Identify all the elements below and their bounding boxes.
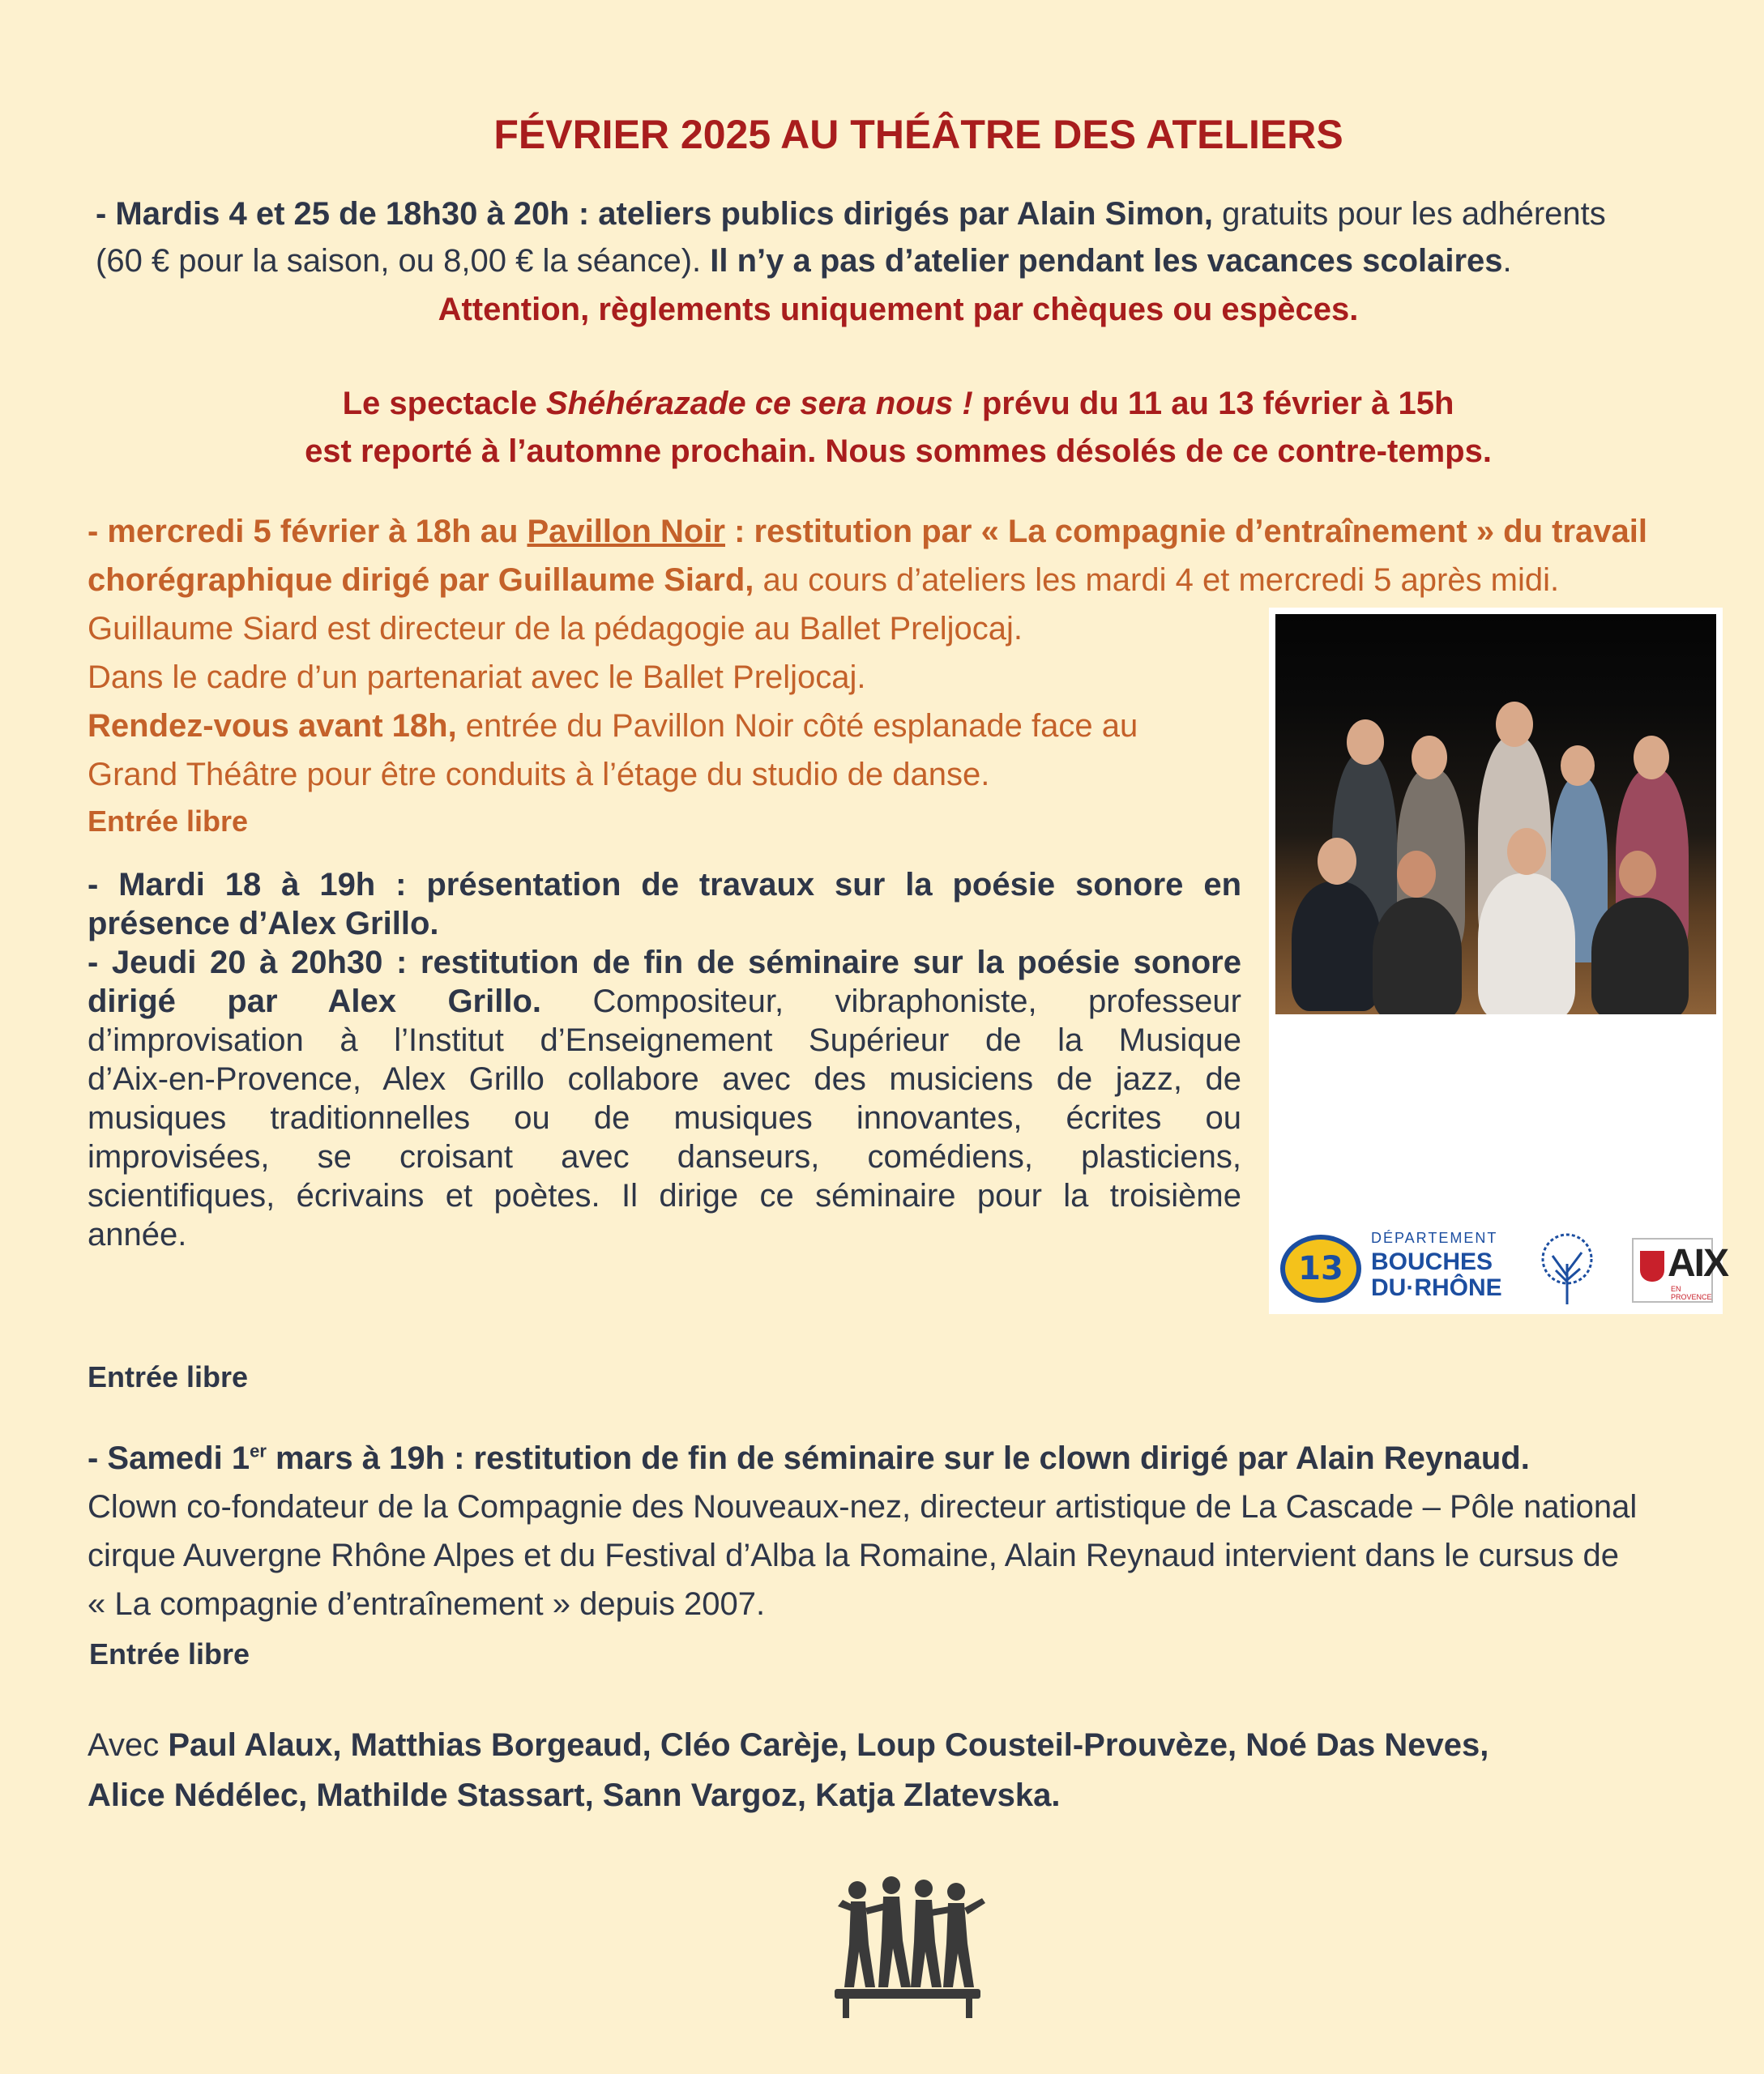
spectacle-line-1	[0, 384, 1764, 423]
aix-shield-icon	[1640, 1251, 1664, 1282]
mercredi-restitution: : restitution par « La compagnie d’entraînement » du travail	[725, 514, 1648, 549]
bouches-du-rhone-logo: 13	[1280, 1235, 1361, 1303]
spectacle-title: Shéhérazade ce sera nous !	[545, 386, 973, 421]
poesie-dirige: dirigé par Alex Grillo.	[88, 984, 542, 1019]
poesie-line-6: d’Aix-en-Provence, Alex Grillo collabore avec des musiciens de jazz, de	[88, 1061, 1241, 1097]
poesie-line-9: scientifiques, écrivains et poètes. Il dirige ce séminaire pour la troisième	[88, 1178, 1241, 1214]
mercredi-entree-lieu: entrée du Pavillon Noir côté esplanade face au	[456, 708, 1138, 744]
aix-logo	[1632, 1238, 1728, 1303]
mercredi-line-1	[88, 512, 1647, 551]
clown-line-3: cirque Auvergne Rhône Alpes et du Festival d’Alba la Romaine, Alain Reynaud intervient dans le cursus de	[88, 1538, 1620, 1573]
tree-icon	[1535, 1231, 1600, 1306]
poesie-line-2: présence d’Alex Grillo.	[88, 906, 439, 941]
ateliers-line-2	[96, 241, 1512, 280]
dept-label: DÉPARTEMENT	[1371, 1230, 1498, 1246]
partner-logos	[1275, 1223, 1728, 1312]
mercredi-chore: chorégraphique dirigé par Guillaume Siard,	[88, 562, 754, 598]
ateliers-gratuit: gratuits pour les adhérents	[1213, 196, 1606, 232]
avec-line-1	[88, 1726, 1489, 1765]
spectacle-intro: Le spectacle	[342, 386, 546, 421]
page-title: FÉVRIER 2025 AU THÉÂTRE DES ATELIERS	[493, 112, 1343, 157]
poesie-line-7: musiques traditionnelles ou de musiques innovantes, écrites ou	[88, 1100, 1241, 1136]
ateliers-vacances: Il n’y a pas d’atelier pendant les vacances scolaires	[701, 243, 1503, 279]
avec-label: Avec	[88, 1727, 169, 1763]
mercredi-line-5	[88, 706, 1138, 745]
clown-sup: er	[250, 1440, 267, 1462]
troupe-photo	[1269, 608, 1728, 1314]
mercredi-line-2	[88, 561, 1559, 600]
clown-line-1	[88, 1439, 1530, 1478]
aix-subtitle: EN PROVENCE	[1671, 1285, 1712, 1301]
dept-name-2: DU·RHÔNE	[1371, 1274, 1502, 1301]
dept-name-1: BOUCHES	[1371, 1248, 1493, 1275]
clown-entree-libre: Entrée libre	[89, 1637, 250, 1671]
ateliers-tarifs: (60 € pour la saison, ou 8,00 € la séance).	[96, 243, 702, 279]
ateliers-attention: Attention, règlements uniquement par chèques ou espèces.	[438, 292, 1359, 327]
poesie-compositeur: Compositeur, vibraphoniste, professeur	[541, 984, 1241, 1019]
troupe-logo-icon	[826, 1867, 989, 2021]
dept-name	[1371, 1249, 1502, 1300]
poesie-line-1: - Mardi 18 à 19h : présentation de travaux sur la poésie sonore en	[88, 867, 1241, 903]
poesie-line-3: - Jeudi 20 à 20h30 : restitution de fin de séminaire sur la poésie sonore	[88, 945, 1241, 980]
ateliers-dates: - Mardis 4 et 25 de 18h30 à 20h : ateliers publics dirigés par Alain Simon,	[96, 196, 1214, 232]
poesie-line-5: d’improvisation à l’Institut d’Enseignement Supérieur de la Musique	[88, 1022, 1241, 1058]
avec-names-1: Paul Alaux, Matthias Borgeaud, Cléo Carèje, Loup Cousteil-Prouvèze, Noé Das Neves,	[168, 1727, 1489, 1763]
poesie-block	[88, 865, 1241, 1254]
mercredi-line-6: Grand Théâtre pour être conduits à l’étage du studio de danse.	[88, 757, 990, 792]
stage-photo	[1275, 614, 1716, 1014]
mercredi-date: - mercredi 5 février à 18h au	[88, 514, 527, 549]
clown-date: - Samedi 1	[88, 1440, 250, 1476]
mercredi-line-4: Dans le cadre d’un partenariat avec le Ballet Preljocaj.	[88, 659, 866, 695]
spectacle-line-2: est reporté à l’automne prochain. Nous sommes désolés de ce contre-temps.	[305, 433, 1492, 469]
ateliers-period: .	[1502, 243, 1512, 279]
mercredi-ateliers: au cours d’ateliers les mardi 4 et mercredi 5 après midi.	[754, 562, 1560, 598]
poesie-line-10: année.	[88, 1217, 187, 1253]
poesie-line-8: improvisées, se croisant avec danseurs, comédiens, plasticiens,	[88, 1139, 1241, 1175]
pavillon-noir-link[interactable]: Pavillon Noir	[527, 514, 725, 549]
avec-line-2: Alice Nédélec, Mathilde Stassart, Sann Vargoz, Katja Zlatevska.	[88, 1777, 1061, 1813]
mercredi-line-3: Guillaume Siard est directeur de la pédagogie au Ballet Preljocaj.	[88, 611, 1023, 647]
clown-line-2: Clown co-fondateur de la Compagnie des Nouveaux-nez, directeur artistique de La Cascade – Pôle national	[88, 1489, 1638, 1525]
ateliers-line-1	[96, 194, 1606, 233]
poesie-entree-libre: Entrée libre	[88, 1360, 249, 1393]
aix-text: AIX	[1668, 1242, 1728, 1285]
clown-line-4: « La compagnie d’entraînement » depuis 2007.	[88, 1586, 766, 1622]
mercredi-rdv: Rendez-vous avant 18h,	[88, 708, 457, 744]
spectacle-dates: prévu du 11 au 13 février à 15h	[972, 386, 1454, 421]
clown-restitution: mars à 19h : restitution de fin de séminaire sur le clown dirigé par Alain Reynaud.	[266, 1440, 1530, 1476]
mercredi-entree-libre: Entrée libre	[88, 804, 249, 838]
poesie-line-4	[88, 982, 1241, 1021]
